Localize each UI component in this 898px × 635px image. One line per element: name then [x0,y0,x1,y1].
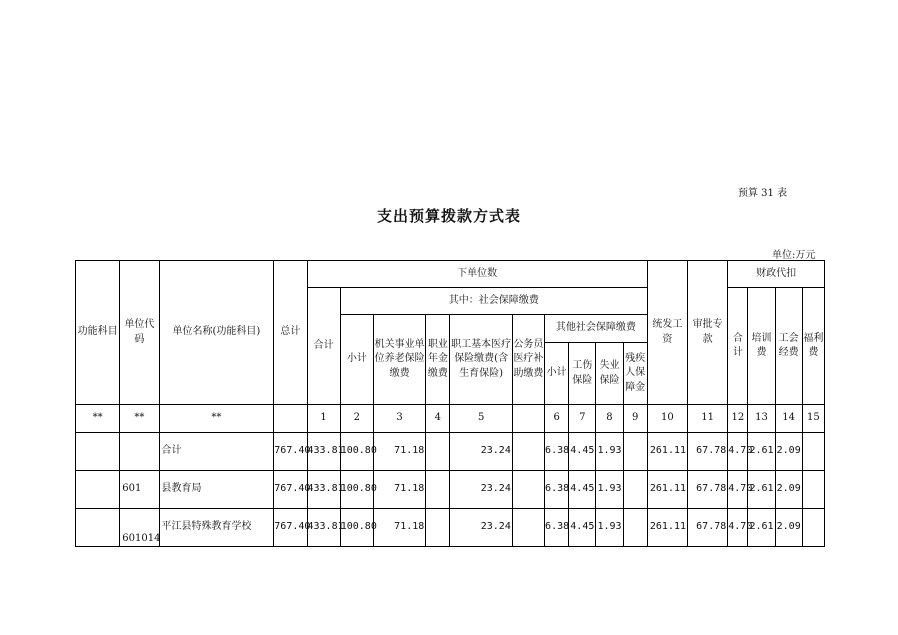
header-civil-medical: 公务员医疗补助缴费 [512,315,544,405]
header-disability: 残疾人保障金 [623,343,647,405]
header-approved-special: 审批专款 [688,261,728,405]
cell-c8: 1.93 [596,471,623,509]
cell-c5b [512,509,544,547]
header-unit-name: 单位名称(功能科目) [159,261,274,405]
cell-c6: 6.38 [545,471,569,509]
cell-c14: 2.09 [775,509,802,547]
header-func-subject: 功能科目 [76,261,120,405]
header-unit-code: 单位代码 [120,261,159,405]
cell-c15 [802,433,824,471]
cell-c8: 1.93 [596,433,623,471]
index-cell: 2 [340,405,373,433]
header-fiscal-total: 合计 [728,288,748,405]
header-fiscal-deduct: 财政代扣 [728,261,825,288]
cell-c13: 2.61 [748,509,775,547]
cell-func [76,471,120,509]
cell-code: 601014 [120,509,159,547]
index-cell: 15 [802,405,824,433]
cell-func [76,509,120,547]
cell-c6: 6.38 [545,509,569,547]
header-injury: 工伤保险 [569,343,596,405]
cell-c8: 1.93 [596,509,623,547]
index-cell: ** [120,405,159,433]
index-row [76,405,825,433]
index-cell: 5 [450,405,512,433]
header-unified-salary: 统发工资 [647,261,687,405]
cell-name: 县教育局 [159,471,274,509]
index-cell: 11 [688,405,728,433]
cell-c2: 100.80 [340,433,373,471]
cell-name: 平江县特殊教育学校 [159,509,274,547]
cell-c14: 2.09 [775,471,802,509]
cell-c1: 433.81 [307,509,340,547]
cell-c11: 67.78 [688,433,728,471]
cell-c6: 6.38 [545,433,569,471]
cell-c1: 433.81 [307,433,340,471]
page-title: 支出预算拨款方式表 [376,207,521,225]
index-cell [512,405,544,433]
cell-c10: 261.11 [647,471,687,509]
table-row [76,509,825,547]
cell-c1: 433.81 [307,471,340,509]
cell-code [120,433,159,471]
cell-c5: 23.24 [450,433,512,471]
cell-c7: 4.45 [569,471,596,509]
index-cell: 8 [596,405,623,433]
index-cell: 14 [775,405,802,433]
cell-code: 601 [120,471,159,509]
cell-c4 [426,433,450,471]
cell-c15 [802,509,824,547]
index-cell: 3 [373,405,425,433]
cell-c9 [623,433,647,471]
cell-c11: 67.78 [688,509,728,547]
header-welfare: 福利费 [802,288,824,405]
header-other-social: 其他社会保障缴费 [545,315,648,343]
header-total: 总计 [274,261,307,405]
cell-c11: 67.78 [688,471,728,509]
cell-c10: 261.11 [647,509,687,547]
index-cell: ** [159,405,274,433]
form-number: 预算 31 表 [738,188,788,199]
index-cell: 4 [426,405,450,433]
index-cell: 1 [307,405,340,433]
index-cell [274,405,307,433]
cell-total: 767.40 [274,509,307,547]
cell-c3: 71.18 [373,433,425,471]
index-cell: 7 [569,405,596,433]
cell-c12: 4.70 [728,433,748,471]
cell-c12: 4.70 [728,471,748,509]
cell-c3: 71.18 [373,471,425,509]
cell-c3: 71.18 [373,509,425,547]
cell-c2: 100.80 [340,471,373,509]
cell-name: 合计 [159,433,274,471]
cell-c13: 2.61 [748,471,775,509]
index-cell: 6 [545,405,569,433]
index-cell: 9 [623,405,647,433]
header-unemployment: 失业保险 [596,343,623,405]
header-of-which-social: 其中：社会保障缴费 [340,288,647,315]
cell-c9 [623,471,647,509]
cell-c12: 4.70 [728,509,748,547]
header-pension: 机关事业单位养老保险缴费 [373,315,425,405]
cell-c5: 23.24 [450,509,512,547]
header-lower-units: 下单位数 [307,261,647,288]
cell-func [76,433,120,471]
header-training: 培训费 [748,288,775,405]
index-cell: ** [76,405,120,433]
cell-total: 767.40 [274,433,307,471]
cell-total: 767.40 [274,471,307,509]
cell-c4 [426,471,450,509]
index-cell: 13 [748,405,775,433]
table-row [76,433,825,471]
index-cell: 12 [728,405,748,433]
cell-c13: 2.61 [748,433,775,471]
header-union-fee: 工会经费 [775,288,802,405]
cell-c10: 261.11 [647,433,687,471]
header-social-subtotal: 小计 [340,315,373,405]
cell-c5b [512,471,544,509]
cell-c5: 23.24 [450,471,512,509]
header-medical: 职工基本医疗保险缴费(含生育保险) [450,315,512,405]
budget-table [75,260,825,547]
cell-c9 [623,509,647,547]
cell-c7: 4.45 [569,433,596,471]
table-row [76,471,825,509]
cell-c2: 100.80 [340,509,373,547]
cell-c7: 4.45 [569,509,596,547]
unit-label: 单位:万元 [772,250,816,261]
index-cell: 10 [647,405,687,433]
cell-c14: 2.09 [775,433,802,471]
header-subtotal-all: 合计 [307,288,340,405]
header-other-subtotal: 小计 [545,343,569,405]
header-annuity: 职业年金缴费 [426,315,450,405]
cell-c4 [426,509,450,547]
cell-c15 [802,471,824,509]
cell-c5b [512,433,544,471]
